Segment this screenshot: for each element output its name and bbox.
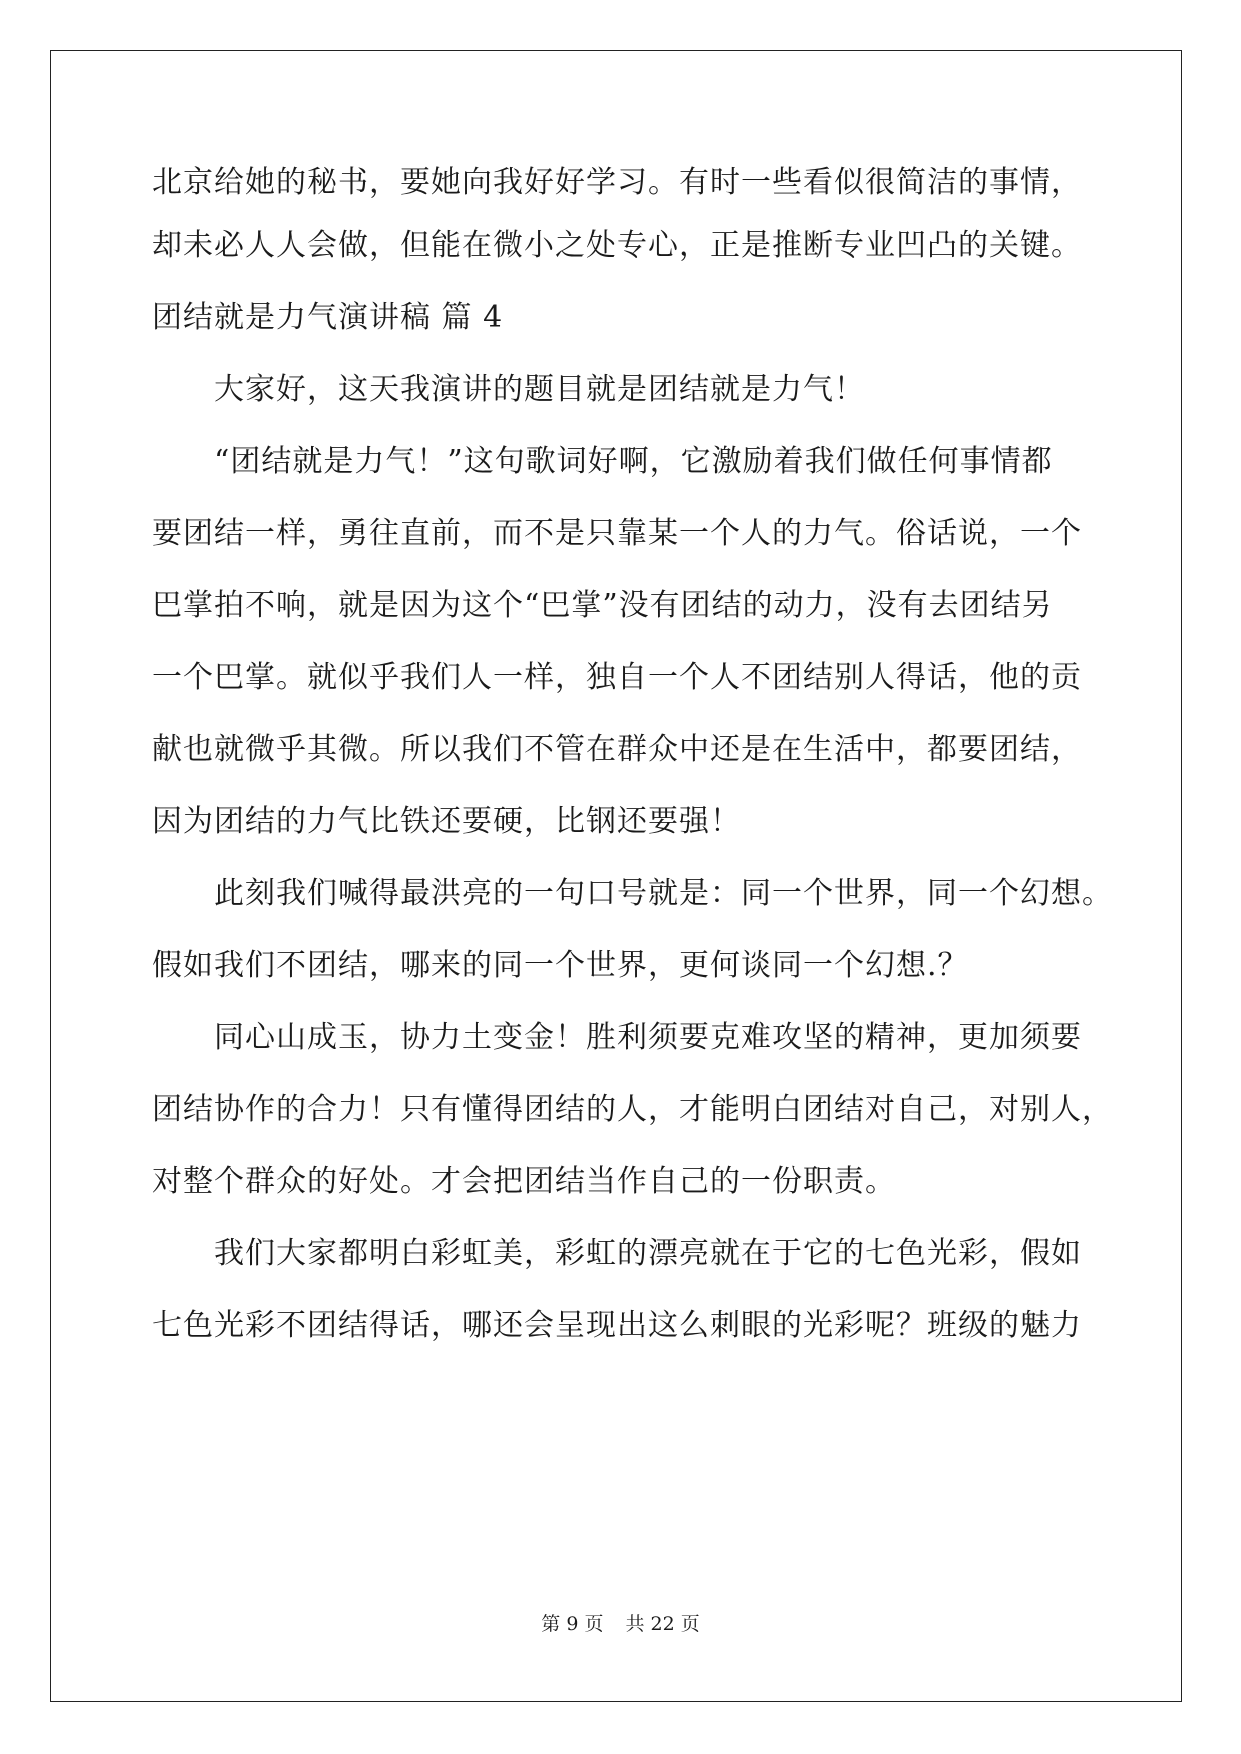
text-line: 对整个群众的好处。才会把团结当作自己的一份职责。 <box>152 1164 896 1199</box>
text-line: 要团结一样，勇往直前，而不是只靠某一个人的力气。俗话说，一个 <box>152 516 1082 551</box>
text-line: 献也就微乎其微。所以我们不管在群众中还是在生活中，都要团结， <box>152 732 1082 767</box>
text-line: 大家好，这天我演讲的题目就是团结就是力气！ <box>214 372 865 407</box>
section-heading: 团结就是力气演讲稿 篇 4 <box>152 300 504 335</box>
text-line: 我们大家都明白彩虹美，彩虹的漂亮就在于它的七色光彩，假如 <box>214 1236 1082 1271</box>
text-line: 却未必人人会做，但能在微小之处专心，正是推断专业凹凸的关键。 <box>152 228 1082 263</box>
text-line: 巴掌拍不响，就是因为这个“巴掌”没有团结的动力，没有去团结另 <box>152 588 1053 623</box>
text-line: 同心山成玉，协力土变金！胜利须要克难攻坚的精神，更加须要 <box>214 1020 1082 1055</box>
text-line: 一个巴掌。就似乎我们人一样，独自一个人不团结别人得话，他的贡 <box>152 660 1082 695</box>
text-line: 因为团结的力气比铁还要硬，比钢还要强！ <box>152 804 741 839</box>
text-line: 假如我们不团结，哪来的同一个世界，更何谈同一个幻想.？ <box>152 948 969 983</box>
page-footer <box>0 1612 1241 1636</box>
text-line: 北京给她的秘书，要她向我好好学习。有时一些看似很简洁的事情， <box>152 165 1082 200</box>
page-number: 第 9 页 <box>541 1613 604 1635</box>
text-line: “团结就是力气！”这句歌词好啊，它激励着我们做任何事情都 <box>214 444 1053 479</box>
text-line: 团结协作的合力！只有懂得团结的人，才能明白团结对自己，对别人， <box>152 1092 1113 1127</box>
page-total: 共 22 页 <box>625 1613 700 1635</box>
text-line: 七色光彩不团结得话，哪还会呈现出这么刺眼的光彩呢？班级的魅力 <box>152 1308 1082 1343</box>
text-line: 此刻我们喊得最洪亮的一句口号就是：同一个世界，同一个幻想。 <box>214 876 1113 911</box>
